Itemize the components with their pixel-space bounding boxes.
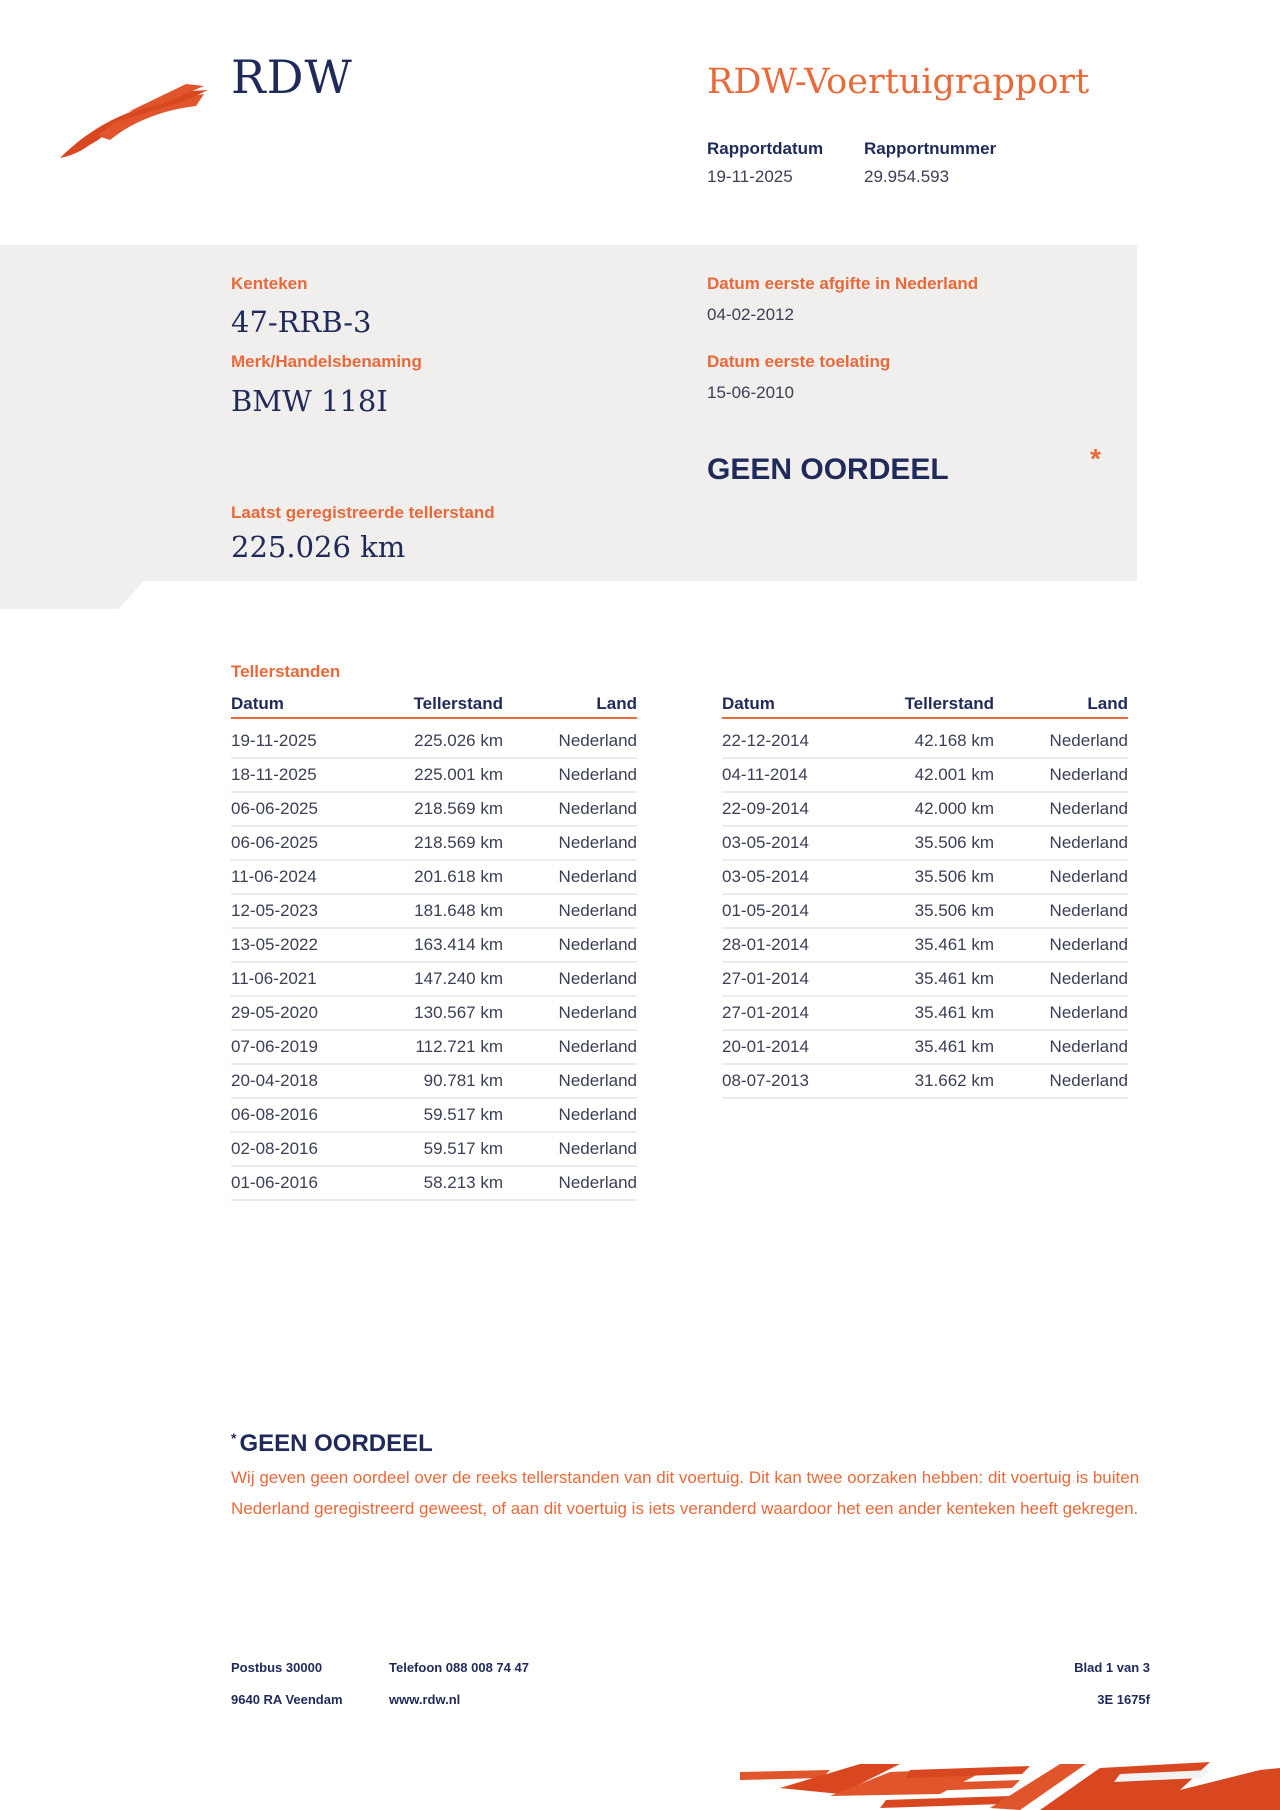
row-odometer: 147.240 km xyxy=(414,969,503,988)
last-odometer-value: 225.026 km xyxy=(231,530,406,564)
report-date xyxy=(707,139,823,187)
footer-city: 9640 RA Veendam xyxy=(231,1692,343,1707)
make-label: Merk/Handelsbenaming xyxy=(231,352,422,371)
row-date: 20-01-2014 xyxy=(722,1037,809,1056)
report-title: RDW-Voertuigrapport xyxy=(707,62,1090,102)
row-odometer: 59.517 km xyxy=(423,1139,503,1158)
table-row xyxy=(722,929,1128,963)
row-odometer: 218.569 km xyxy=(414,833,503,852)
row-odometer: 201.618 km xyxy=(414,867,503,886)
row-date: 06-08-2016 xyxy=(231,1105,318,1124)
row-odometer: 218.569 km xyxy=(414,799,503,818)
row-date: 01-05-2014 xyxy=(722,901,809,920)
table-header xyxy=(231,692,637,719)
row-country: Nederland xyxy=(558,867,637,886)
column-date: Datum xyxy=(722,694,775,713)
row-country: Nederland xyxy=(1049,901,1128,920)
row-odometer: 42.001 km xyxy=(914,765,994,784)
table-row xyxy=(722,827,1128,861)
row-odometer: 35.506 km xyxy=(914,833,994,852)
table-row xyxy=(722,997,1128,1031)
row-odometer: 35.506 km xyxy=(914,867,994,886)
row-date: 06-06-2025 xyxy=(231,833,318,852)
table-row xyxy=(231,861,637,895)
rdw-logo-icon xyxy=(58,82,208,162)
footer-document-code: 3E 1675f xyxy=(1097,1692,1150,1707)
table-body xyxy=(722,725,1128,1099)
footer-page-number: Blad 1 van 3 xyxy=(1074,1660,1150,1675)
first-issue-nl-value: 04-02-2012 xyxy=(707,305,794,324)
report-number-label: Rapportnummer xyxy=(864,139,997,158)
column-odometer: Tellerstand xyxy=(413,694,503,713)
column-country: Land xyxy=(596,694,637,713)
table-row xyxy=(231,997,637,1031)
row-odometer: 163.414 km xyxy=(414,935,503,954)
row-country: Nederland xyxy=(1049,1037,1128,1056)
table-row xyxy=(231,759,637,793)
row-country: Nederland xyxy=(1049,969,1128,988)
row-date: 29-05-2020 xyxy=(231,1003,318,1022)
table-row xyxy=(231,963,637,997)
row-country: Nederland xyxy=(1049,731,1128,750)
row-odometer: 35.506 km xyxy=(914,901,994,920)
row-odometer: 35.461 km xyxy=(914,969,994,988)
row-country: Nederland xyxy=(558,1071,637,1090)
row-date: 04-11-2014 xyxy=(722,765,808,784)
row-odometer: 35.461 km xyxy=(914,935,994,954)
footer-postbus: Postbus 30000 xyxy=(231,1660,323,1675)
panel-tail xyxy=(0,581,144,609)
table-header xyxy=(722,692,1128,719)
row-date: 13-05-2022 xyxy=(231,935,318,954)
first-admission-label: Datum eerste toelating xyxy=(707,352,891,371)
table-row xyxy=(231,725,637,759)
row-country: Nederland xyxy=(558,1003,637,1022)
row-date: 20-04-2018 xyxy=(231,1071,318,1090)
plate-label: Kenteken xyxy=(231,274,308,293)
row-country: Nederland xyxy=(1049,799,1128,818)
row-country: Nederland xyxy=(1049,1003,1128,1022)
column-date: Datum xyxy=(231,694,284,713)
row-date: 19-11-2025 xyxy=(231,731,317,750)
row-odometer: 112.721 km xyxy=(415,1037,503,1056)
row-odometer: 130.567 km xyxy=(414,1003,503,1022)
table-row xyxy=(231,1133,637,1167)
odometer-table-right xyxy=(722,692,1128,1099)
row-country: Nederland xyxy=(558,731,637,750)
row-odometer: 35.461 km xyxy=(914,1003,994,1022)
row-date: 01-06-2016 xyxy=(231,1173,318,1192)
row-date: 28-01-2014 xyxy=(722,935,809,954)
table-row xyxy=(231,895,637,929)
odometer-table-left xyxy=(231,692,637,1201)
row-country: Nederland xyxy=(558,935,637,954)
report-date-label: Rapportdatum xyxy=(707,139,824,158)
table-row xyxy=(722,793,1128,827)
row-date: 18-11-2025 xyxy=(231,765,317,784)
row-country: Nederland xyxy=(558,799,637,818)
row-country: Nederland xyxy=(558,833,637,852)
row-date: 03-05-2014 xyxy=(722,867,809,886)
table-row xyxy=(231,827,637,861)
row-odometer: 225.026 km xyxy=(414,731,503,750)
row-country: Nederland xyxy=(558,765,637,784)
row-country: Nederland xyxy=(558,1173,637,1192)
table-row xyxy=(722,895,1128,929)
table-body xyxy=(231,725,637,1201)
row-odometer: 31.662 km xyxy=(914,1071,994,1090)
brand-name: RDW xyxy=(231,50,353,104)
footer-phone: Telefoon 088 008 74 47 xyxy=(389,1660,529,1675)
row-date: 11-06-2021 xyxy=(231,969,317,988)
row-odometer: 90.781 km xyxy=(423,1071,503,1090)
row-date: 02-08-2016 xyxy=(231,1139,318,1158)
row-date: 22-12-2014 xyxy=(722,731,809,750)
row-date: 27-01-2014 xyxy=(722,1003,809,1022)
row-odometer: 225.001 km xyxy=(414,765,503,784)
row-date: 12-05-2023 xyxy=(231,901,318,920)
make-value: BMW 118I xyxy=(231,384,388,418)
plate-value: 47-RRB-3 xyxy=(231,305,372,339)
table-row xyxy=(231,929,637,963)
footnote-title xyxy=(231,1430,433,1458)
row-country: Nederland xyxy=(1049,935,1128,954)
table-row xyxy=(231,1065,637,1099)
vehicle-summary-panel xyxy=(0,245,1137,581)
table-row xyxy=(722,725,1128,759)
report-number-value: 29.954.593 xyxy=(864,167,950,186)
footnote-text: Wij geven geen oordeel over de reeks tellerstanden van dit voertuig. Dit kan twee oorzaken hebben: dit voertuig is buiten Nederland geregistreerd geweest, of aan dit voertuig is iets veranderd waardoor het een ander kenteken heeft gekregen. xyxy=(231,1468,1140,1518)
row-odometer: 58.213 km xyxy=(423,1173,503,1192)
table-row xyxy=(231,1167,637,1201)
row-country: Nederland xyxy=(558,1037,637,1056)
row-country: Nederland xyxy=(558,969,637,988)
table-row xyxy=(722,1065,1128,1099)
rdw-decorative-stripes-icon xyxy=(740,1750,1280,1810)
table-row xyxy=(231,1099,637,1133)
row-date: 22-09-2014 xyxy=(722,799,809,818)
verdict: GEEN OORDEEL xyxy=(707,453,949,486)
row-date: 08-07-2013 xyxy=(722,1071,809,1090)
row-date: 07-06-2019 xyxy=(231,1037,318,1056)
row-odometer: 42.168 km xyxy=(914,731,994,750)
row-date: 27-01-2014 xyxy=(722,969,809,988)
row-odometer: 59.517 km xyxy=(423,1105,503,1124)
table-row xyxy=(722,1031,1128,1065)
first-issue-nl-label: Datum eerste afgifte in Nederland xyxy=(707,274,979,293)
report-date-value: 19-11-2025 xyxy=(707,167,793,186)
row-country: Nederland xyxy=(558,901,637,920)
row-country: Nederland xyxy=(558,1139,637,1158)
column-odometer: Tellerstand xyxy=(904,694,994,713)
last-odometer-label: Laatst geregistreerde tellerstand xyxy=(231,503,495,522)
row-odometer: 181.648 km xyxy=(414,901,503,920)
table-row xyxy=(722,963,1128,997)
row-country: Nederland xyxy=(1049,867,1128,886)
table-row xyxy=(231,793,637,827)
odometer-section-title: Tellerstanden xyxy=(231,662,341,681)
footnote-title-text: GEEN OORDEEL xyxy=(239,1430,433,1457)
table-row xyxy=(231,1031,637,1065)
row-country: Nederland xyxy=(1049,833,1128,852)
verdict-footnote-mark: * xyxy=(1090,443,1101,474)
report-number xyxy=(864,139,996,187)
row-date: 06-06-2025 xyxy=(231,799,318,818)
footer-website[interactable]: www.rdw.nl xyxy=(389,1692,461,1707)
first-admission-value: 15-06-2010 xyxy=(707,383,794,402)
row-country: Nederland xyxy=(558,1105,637,1124)
row-country: Nederland xyxy=(1049,765,1128,784)
row-country: Nederland xyxy=(1049,1071,1128,1090)
row-date: 03-05-2014 xyxy=(722,833,809,852)
table-row xyxy=(722,759,1128,793)
row-odometer: 42.000 km xyxy=(914,799,994,818)
table-row xyxy=(722,861,1128,895)
row-odometer: 35.461 km xyxy=(914,1037,994,1056)
footnote-mark: * xyxy=(231,1430,237,1446)
column-country: Land xyxy=(1087,694,1128,713)
row-date: 11-06-2024 xyxy=(231,867,317,886)
